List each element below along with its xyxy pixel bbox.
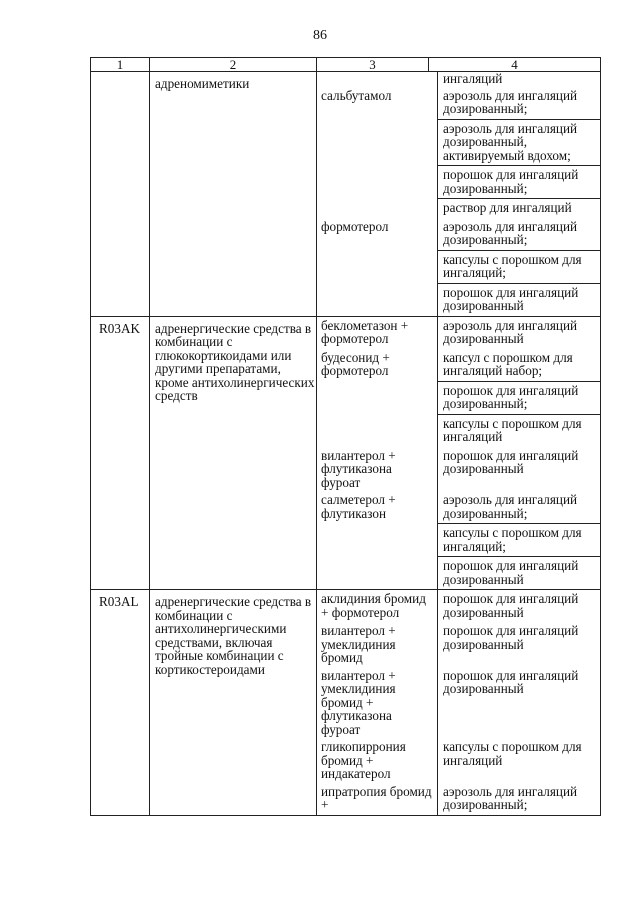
drug-row xyxy=(317,667,600,739)
atc-code xyxy=(91,72,150,317)
dosage-form: капсулы с порошком для ингаляций; xyxy=(438,523,600,556)
drug-row xyxy=(317,738,600,783)
dosage-forms xyxy=(438,738,601,783)
atc-code: R03AK xyxy=(91,316,150,590)
drug-name: салметерол + флутиказон xyxy=(317,491,438,589)
dosage-form: аэрозоль для ингаляций дозированный; xyxy=(443,218,578,247)
drug-row xyxy=(317,590,600,622)
dosage-form: раствор для ингаляций xyxy=(438,198,600,218)
drug-name: гликопиррония бромид + индакатерол xyxy=(317,738,438,783)
dosage-forms xyxy=(438,218,601,316)
dosage-form: порошок для ингаляций дозированный xyxy=(443,623,579,652)
column-header-4: 4 xyxy=(429,58,601,72)
drug-name: беклометазон + формотерол xyxy=(317,317,438,349)
drug-row xyxy=(317,491,600,589)
drug-row xyxy=(317,87,600,218)
drug-name: ипратропия бромид + xyxy=(317,783,438,815)
dosage-forms xyxy=(438,317,601,349)
dosage-form: порошок для ингаляций дозированный; xyxy=(438,165,600,198)
table-row xyxy=(91,316,601,590)
dosage-form: порошок для ингаляций дозированный; xyxy=(438,381,600,414)
drug-row xyxy=(317,218,600,316)
dosage-forms xyxy=(438,667,601,739)
drug-list xyxy=(317,72,600,316)
dosage-forms xyxy=(438,491,601,589)
dosage-form: порошок для ингаляций дозированный xyxy=(443,667,579,696)
drug-row xyxy=(317,72,600,87)
drug-row xyxy=(317,447,600,492)
table-header-row xyxy=(91,58,601,72)
pharmacological-group: адренергические средства в комбинации с антихолинергическими средствами, включая тройные комбинации с кортикостероидами xyxy=(150,590,317,816)
drug-table xyxy=(90,57,601,816)
drug-row xyxy=(317,349,600,447)
atc-code: R03AL xyxy=(91,590,150,816)
dosage-form: аэрозоль для ингаляций дозированный; xyxy=(443,492,578,521)
table-row xyxy=(91,72,601,317)
dosage-forms xyxy=(438,87,601,218)
dosage-forms xyxy=(438,349,601,447)
drug-row xyxy=(317,622,600,667)
drug-cell xyxy=(317,590,601,816)
dosage-form: капсулы с порошком для ингаляций xyxy=(443,739,582,768)
drug-name: вилантерол + умеклидиния бромид + флутиказона фуроат xyxy=(317,667,438,739)
drug-list xyxy=(317,590,600,815)
column-header-2: 2 xyxy=(150,58,317,72)
dosage-form: порошок для ингаляций дозированный xyxy=(443,591,579,620)
dosage-forms xyxy=(438,72,601,87)
drug-name: формотерол xyxy=(317,218,438,316)
drug-row xyxy=(317,317,600,349)
drug-row xyxy=(317,783,600,815)
dosage-form: капсул с порошком для ингаляций набор; xyxy=(443,349,573,378)
drug-cell xyxy=(317,316,601,590)
drug-name: вилантерол + флутиказона фуроат xyxy=(317,447,438,492)
dosage-form: аэрозоль для ингаляций дозированный, активируемый вдохом; xyxy=(438,119,600,166)
dosage-form: аэрозоль для ингаляций дозированный; xyxy=(443,783,578,812)
dosage-form: ингаляций xyxy=(443,71,503,86)
dosage-form: аэрозоль для ингаляций дозированный; xyxy=(443,87,578,116)
column-header-1: 1 xyxy=(91,58,150,72)
page-number: 86 xyxy=(313,28,327,43)
drug-list xyxy=(317,317,600,590)
dosage-form: капсулы с порошком для ингаляций; xyxy=(438,250,600,283)
drug-name: сальбутамол xyxy=(317,87,438,218)
table-row xyxy=(91,590,601,816)
pharmacological-group: адреномиметики xyxy=(150,72,317,317)
dosage-form: капсулы с порошком для ингаляций xyxy=(438,414,600,447)
dosage-form: аэрозоль для ингаляций дозированный xyxy=(443,317,578,346)
dosage-forms xyxy=(438,447,601,492)
column-header-3: 3 xyxy=(317,58,429,72)
dosage-forms xyxy=(438,783,601,815)
drug-name xyxy=(317,72,438,87)
dosage-form: порошок для ингаляций дозированный xyxy=(443,447,579,476)
drug-name: будесонид + формотерол xyxy=(317,349,438,447)
pharmacological-group: адренергические средства в комбинации с глюкокортикоидами или другими препаратами, кроме антихолинергических средств xyxy=(150,316,317,590)
dosage-forms xyxy=(438,590,601,622)
drug-name: аклидиния бромид + формотерол xyxy=(317,590,438,622)
drug-cell xyxy=(317,72,601,317)
drug-name: вилантерол + умеклидиния бромид xyxy=(317,622,438,667)
dosage-forms xyxy=(438,622,601,667)
dosage-form: порошок для ингаляций дозированный xyxy=(438,556,600,589)
dosage-form: порошок для ингаляций дозированный xyxy=(438,283,600,316)
